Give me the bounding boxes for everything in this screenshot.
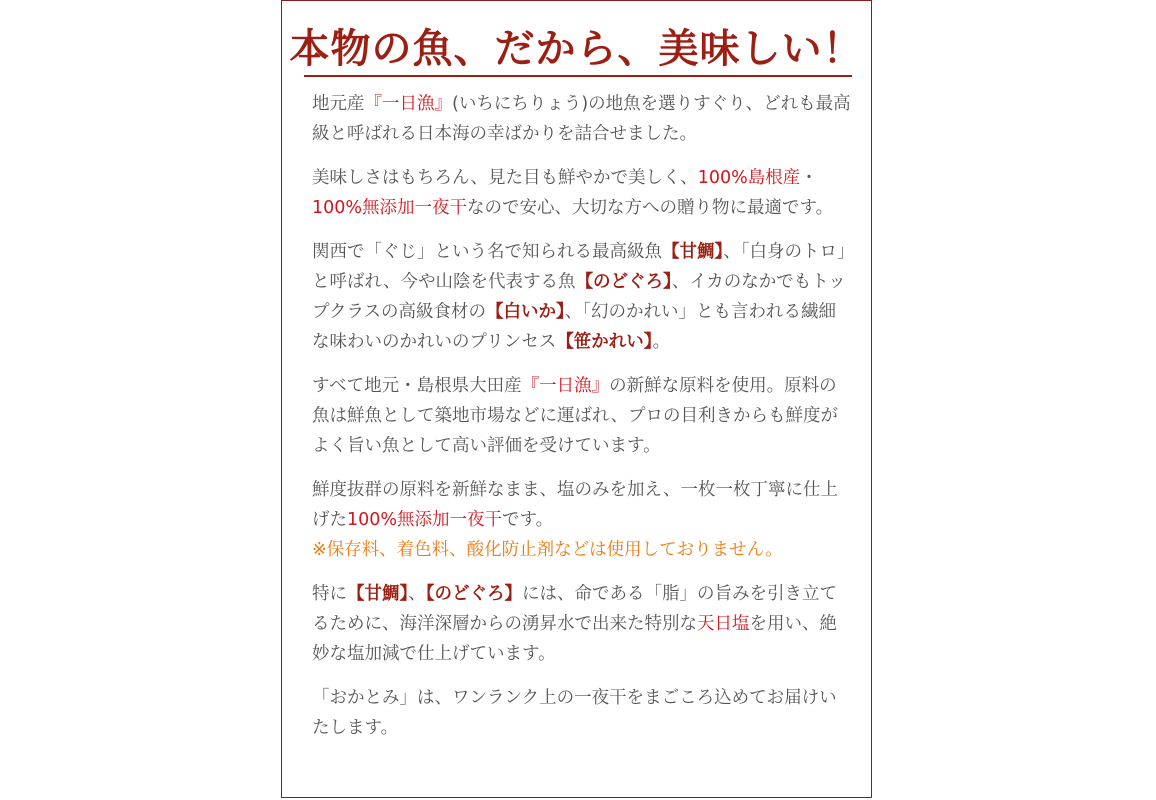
fish-sasakarei: 【笹かれい】 [556, 332, 653, 352]
paragraph-closing: 「おかとみ」は、ワンランク上の一夜干をまごころ込めてお届けいたします。 [312, 688, 837, 738]
paragraph-local-fish: 地元産『一日漁』(いちにちりょう)の地魚を選りすぐり、どれも最高級と呼ばれる日本海の幸ばかりを詰合せました。 [312, 94, 851, 144]
page-title: 本物の魚、だから、美味しい！ [289, 26, 864, 72]
fish-nodoguro: 【のどぐろ】 [575, 272, 672, 292]
description-body [312, 89, 852, 757]
fish-amadai: 【甘鯛】 [662, 242, 724, 262]
origin-highlight: 100%島根産 [697, 168, 801, 188]
additive-free-highlight: 100%無添加一夜干 [347, 510, 503, 530]
fish-shiroika: 【白いか】 [485, 302, 565, 322]
salt-highlight: 天日塩 [697, 614, 750, 634]
paragraph-salt: 特に【甘鯛】、【のどぐろ】には、命である「脂」の旨みを引き立てるために、海洋深層からの湧昇水で出来た特別な天日塩を用い、絶妙な塩加減で仕上げています。 [312, 584, 837, 664]
fish-amadai: 【甘鯛】 [347, 584, 409, 604]
paragraph-process: 鮮度抜群の原料を新鮮なまま、塩のみを加え、一枚一枚丁寧に仕上げた100%無添加一夜干です。 ※保存料、着色料、酸化防止剤などは使用しておりません。 [312, 480, 839, 560]
additive-free-highlight: 100%無添加一夜干 [312, 198, 468, 218]
product-description-card [281, 0, 872, 798]
paragraph-sourcing: すべて地元・島根県大田産『一日漁』の新鮮な原料を使用。原料の魚は鮮魚として築地市場などに運ばれ、プロの目利きからも鮮度がよく旨い魚として高い評価を受けています。 [312, 376, 839, 456]
brand-name: 『一日漁』 [521, 376, 610, 396]
fish-nodoguro: 【のどぐろ】 [425, 584, 522, 604]
paragraph-quality: 美味しさはもちろん、見た目も鮮やかで美しく、100%島根産・100%無添加一夜干なので安心、大切な方への贈り物に最適です。 [312, 168, 834, 218]
title-divider [304, 75, 852, 77]
paragraph-fish-varieties: 関西で「ぐじ」という名で知られる最高級魚【甘鯛】、「白身のトロ」と呼ばれ、今や山陰を代表する魚【のどぐろ】、イカのなかでもトップクラスの高級食材の【白いか】、「幻のかれい」とも言われる繊細な味わいのかれいのプリンセス【笹かれい】。 [312, 242, 846, 352]
brand-name: 『一日漁』 [364, 94, 452, 114]
no-additives-note: ※保存料、着色料、酸化防止剤などは使用しておりません。 [312, 540, 783, 560]
